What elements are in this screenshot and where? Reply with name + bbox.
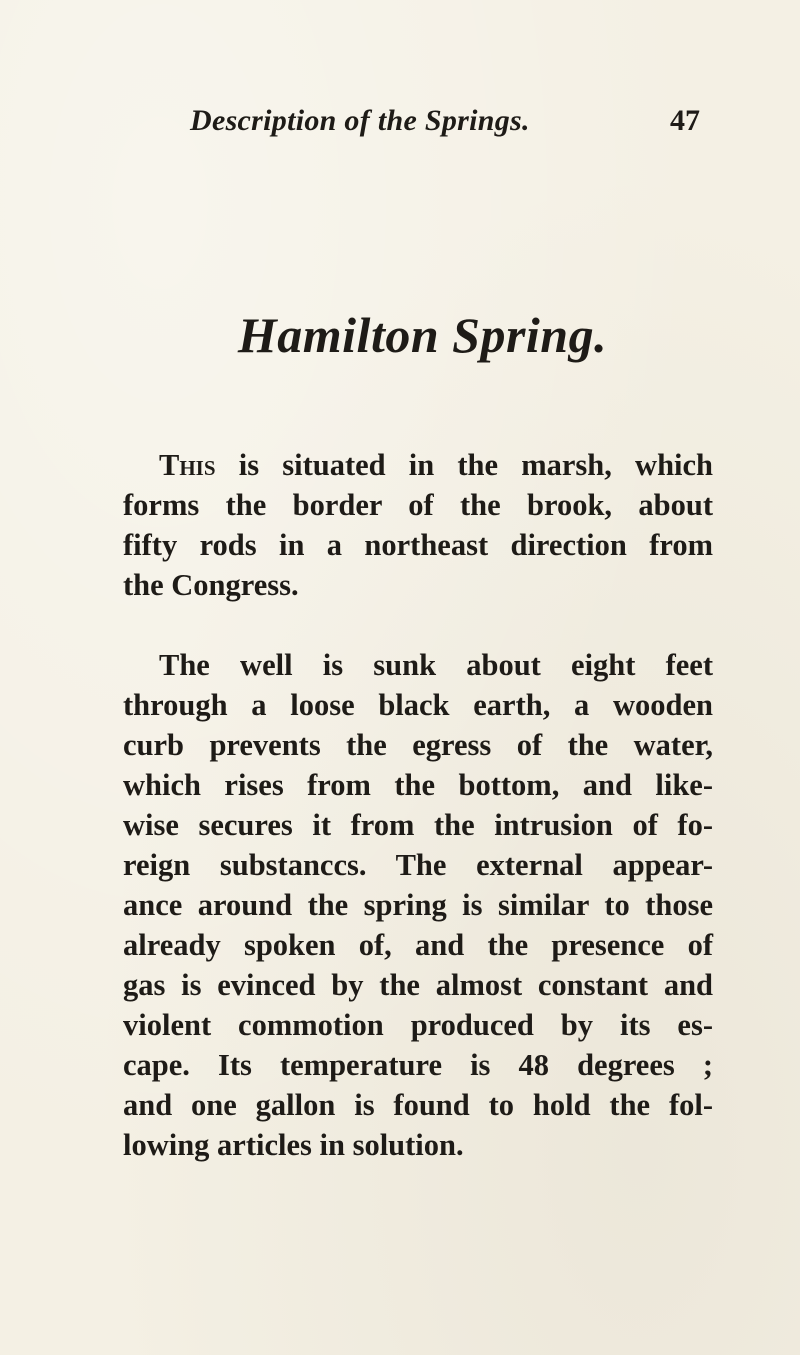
section-title: Hamilton Spring. bbox=[237, 307, 608, 363]
text-line: wise secures it from the intrusion of fo- bbox=[123, 808, 713, 842]
text-line: The well is sunk about eight feet bbox=[159, 648, 713, 682]
text-line: ance around the spring is similar to those bbox=[123, 888, 713, 922]
text-line: the Congress. bbox=[123, 568, 299, 602]
paragraph-well bbox=[123, 645, 713, 1165]
text-line: and one gallon is found to hold the fol- bbox=[123, 1088, 713, 1122]
page-number: 47 bbox=[670, 104, 700, 137]
text-line bbox=[123, 445, 713, 485]
text-line: which rises from the bottom, and like- bbox=[123, 768, 713, 802]
text-line: cape. Its temperature is 48 degrees ; bbox=[123, 1048, 713, 1082]
text-line: curb prevents the egress of the water, bbox=[123, 728, 713, 762]
text-line: reign substanccs. The external appear- bbox=[123, 848, 713, 882]
text-line: through a loose black earth, a wooden bbox=[123, 688, 713, 722]
text-line: lowing articles in solution. bbox=[123, 1128, 464, 1162]
text-line: violent commotion produced by its es- bbox=[123, 1008, 713, 1042]
text-line-rest: is situated in the marsh, which bbox=[238, 448, 714, 482]
opening-word: This bbox=[159, 448, 216, 482]
text-line: gas is evinced by the almost constant and bbox=[123, 968, 713, 1002]
running-head: Description of the Springs. bbox=[190, 104, 530, 137]
text-line: already spoken of, and the presence of bbox=[123, 928, 713, 962]
paragraph-location bbox=[123, 445, 713, 605]
text-line: forms the border of the brook, about bbox=[123, 488, 713, 522]
text-line: fifty rods in a northeast direction from bbox=[123, 528, 713, 562]
